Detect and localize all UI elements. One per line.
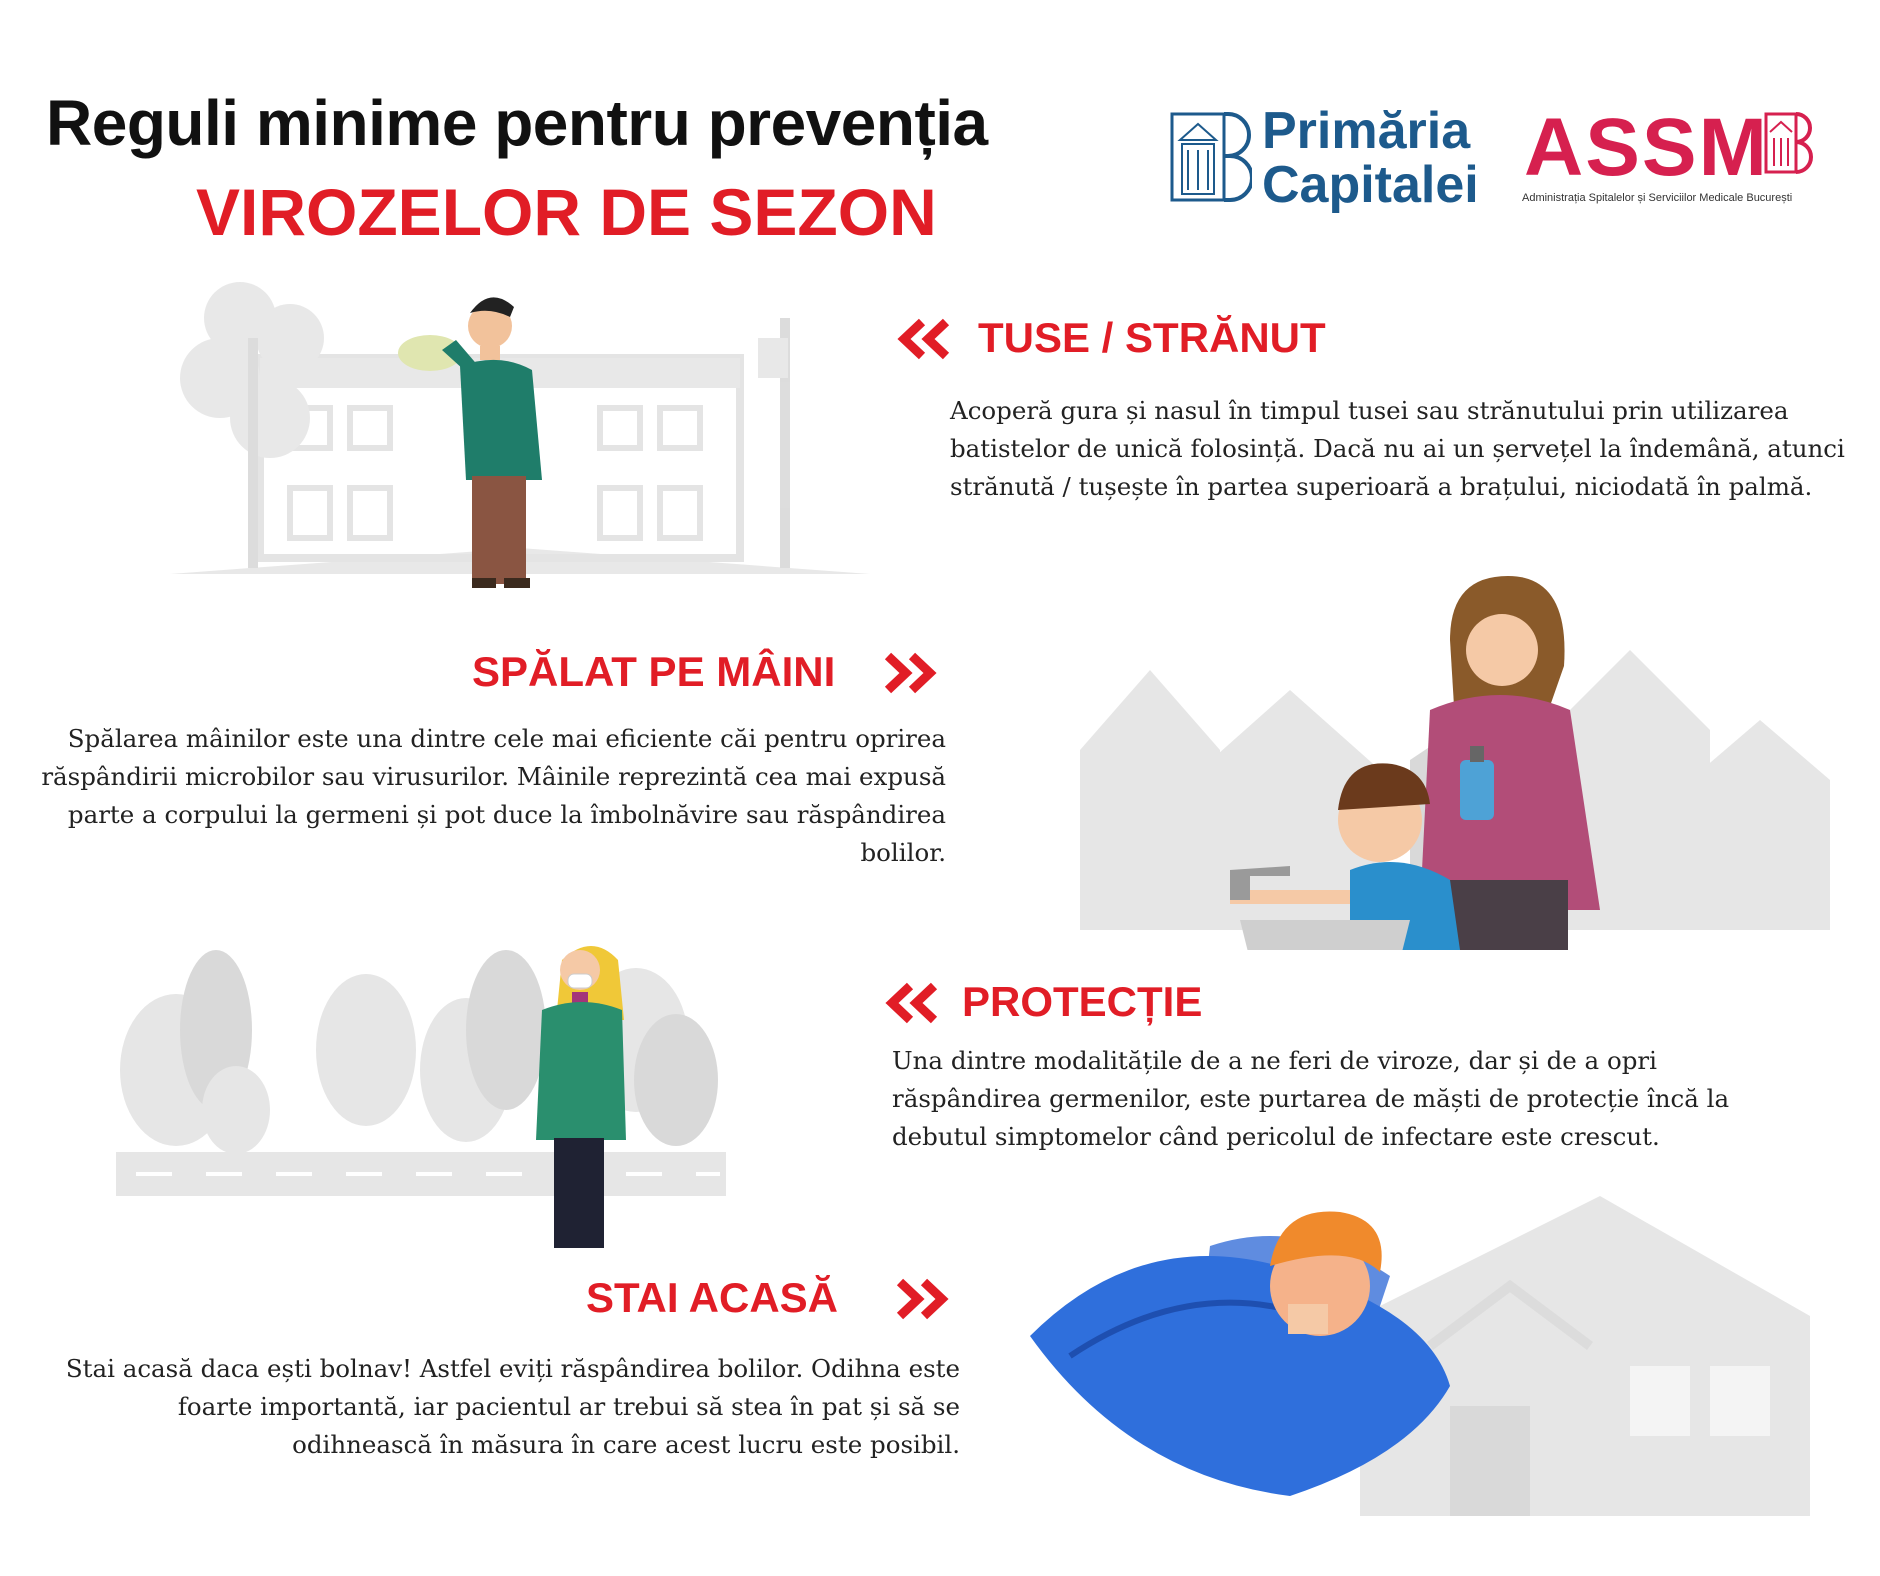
section-heading-acasa: STAI ACASĂ	[586, 1274, 838, 1321]
section-heading-tuse: TUSE / STRĂNUT	[978, 314, 1326, 361]
primaria-logo-icon	[1168, 110, 1252, 204]
section-body-acasa: Stai acasă daca ești bolnav! Astfel eviți răspândirea bolilor. Odihna este foarte importantă, iar pacientul ar trebui să stea în pat și să se odihnească în măsura în care acest lucru este posibil.	[65, 1354, 960, 1459]
page-title: Reguli minime pentru prevenția	[46, 87, 988, 159]
assmb-logo-icon	[1762, 110, 1818, 176]
page-subtitle: VIROZELOR DE SEZON	[196, 175, 937, 249]
section-body-spalat: Spălarea mâinilor este una dintre cele mai eficiente căi pentru oprirea răspândirii microbilor sau virusurilor. Mâinile reprezintă cea mai expusă parte a corpului la germeni și pot duce la îmbolnăvire sau răspândirea bolilor.	[41, 724, 946, 867]
trees-background	[116, 950, 726, 1196]
primaria-line1: Primăria	[1262, 102, 1471, 160]
chevron-left-icon	[894, 316, 956, 362]
handwashing-illustration	[1070, 570, 1840, 950]
section-heading-spalat: SPĂLAT PE MÂINI	[472, 648, 836, 695]
coughing-man-illustration	[160, 258, 880, 598]
chevron-left-icon	[882, 980, 944, 1026]
primaria-line2: Capitalei	[1262, 156, 1479, 214]
section-heading-protectie: PROTECȚIE	[962, 978, 1203, 1025]
masked-woman-illustration	[116, 930, 726, 1250]
assmb-subtitle: Administrația Spitalelor și Serviciilor Medicale București	[1522, 192, 1793, 204]
section-body-tuse: Acoperă gura și nasul în timpul tusei sau strănutului prin utilizarea batistelor de unică folosință. Dacă nu ai un șervețel la îndemână, atunci strănută / tușește în partea superioară a brațului, niciodată în palmă.	[950, 396, 1845, 501]
chevron-right-icon	[890, 1276, 952, 1322]
woman-figure	[536, 946, 626, 1248]
man-figure	[398, 297, 542, 588]
sick-boy-bed-illustration	[1030, 1186, 1830, 1526]
section-body-protectie: Una dintre modalitățile de a ne feri de viroze, dar și de a opri răspândirea germenilor, este purtarea de măști de protecție încă la debutul simptomelor când pericolul de infectare este crescut.	[892, 1046, 1730, 1151]
chevron-right-icon	[878, 650, 940, 696]
assmb-logo-text: ASSM	[1524, 102, 1769, 193]
primaria-logo-text	[1262, 104, 1479, 212]
